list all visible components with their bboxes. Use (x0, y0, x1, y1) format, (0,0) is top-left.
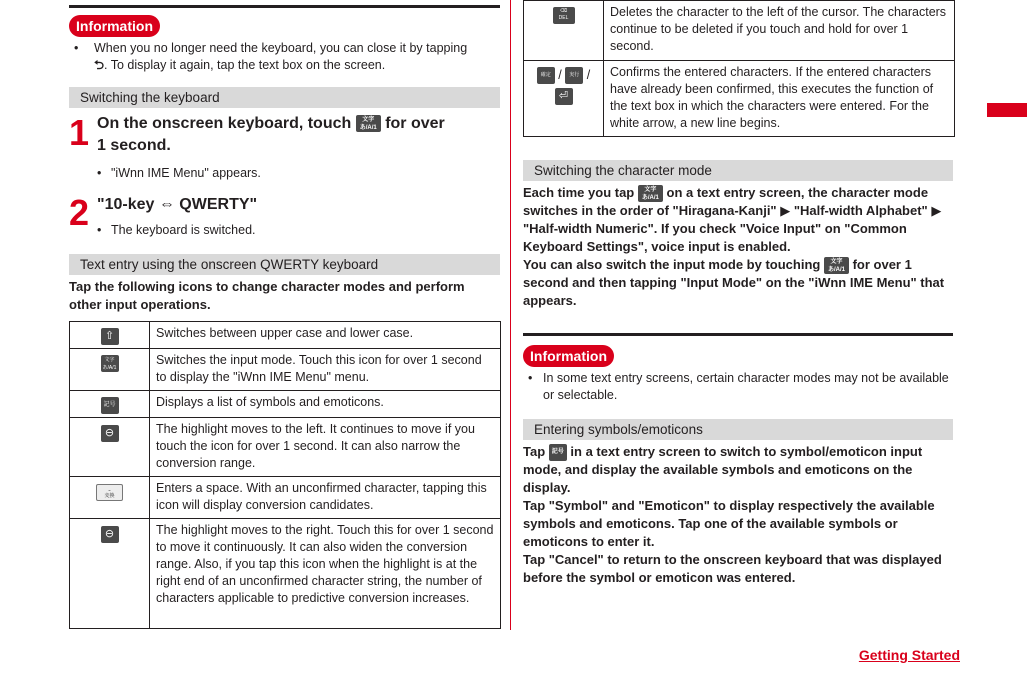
info-bullet-right: • In some text entry screens, certain character modes may not be available or selectable. (528, 371, 949, 402)
info-bullet-left: • When you no longer need the keyboard, you can close it by tapping ⮌. To display it again, tap the text box on the screen. (74, 41, 468, 72)
step-1-bullet: • "iWnn IME Menu" appears. (97, 166, 261, 180)
symbols-icon: 記号 (101, 397, 119, 414)
icon-table-right (523, 0, 955, 137)
right-arrow-icon: ⊖ (101, 526, 119, 543)
qwerty-intro: Tap the following icons to change character modes and perform other input operations. (69, 279, 465, 312)
input-mode-icon: 文字 あ/A/1 (638, 185, 663, 202)
left-arrow-icon: ⊖ (101, 425, 119, 442)
execute-icon: 実行 (565, 67, 583, 84)
section-bar-char-mode: Switching the character mode (523, 160, 953, 181)
table-row: ⎵ 変換 Enters a space. With an unconfirmed character, tapping this icon will display conversion candidates. (70, 477, 501, 519)
table-row: 確定 / 実行 / ⏎ Confirms the entered characters. If the entered characters have already been confirmed, this executes the function of the text box in which the characters were entered. For the white arrow, a new line begins. (524, 61, 955, 137)
section-bar-switch-keyboard: Switching the keyboard (69, 87, 500, 108)
table-row: ⌫ DEL Deletes the character to the left of the cursor. The characters continue to be deleted if you touch and hold for over 1 second. (524, 1, 955, 61)
input-mode-icon: 文字 あ/A/1 (824, 257, 849, 274)
footer-chapter-link[interactable]: Getting Started (858, 647, 960, 663)
column-divider (510, 0, 511, 630)
space-icon: ⎵ 変換 (96, 484, 123, 501)
section-bar-symbols: Entering symbols/emoticons (523, 419, 953, 440)
symbols-para-1: Tap 記号 in a text entry screen to switch to symbol/emoticon input mode, and display the available symbols and emoticons on the display. (523, 444, 923, 496)
char-mode-para-2: You can also switch the input mode by touching 文字 あ/A/1 for over 1 second and then tapping "Input Mode" on the "iWnn IME Menu" that appears. (523, 257, 945, 309)
confirm-icon: 確定 (537, 67, 555, 84)
enter-icon: ⏎ (555, 88, 573, 105)
table-row: ⊖ The highlight moves to the left. It continues to move if you touch the icon for over 1 second. It can also narrow the conversion range. (70, 418, 501, 477)
step-1-text: On the onscreen keyboard, touch 文字 あ/A/1 for over 1 second. (97, 115, 445, 154)
table-row: 記号 Displays a list of symbols and emoticons. (70, 391, 501, 418)
top-rule-right (523, 333, 953, 336)
table-row: ⇧ Switches between upper case and lower case. (70, 322, 501, 349)
info-badge-right: Information (523, 345, 614, 367)
section-bar-qwerty: Text entry using the onscreen QWERTY keyboard (69, 254, 500, 275)
symbols-para-2: Tap "Symbol" and "Emoticon" to display respectively the available symbols and emoticons. Tap one of the available symbols or emoticons to enter it. (523, 498, 935, 549)
table-row: 文字 あ/A/1 Switches the input mode. Touch this icon for over 1 second to display the "iWnn IME Menu" menu. (70, 349, 501, 391)
step-2-bullet: • The keyboard is switched. (97, 223, 256, 237)
chapter-tab (987, 103, 1027, 117)
char-mode-para-1: Each time you tap 文字 あ/A/1 on a text entry screen, the character mode switches in the order of "Hiragana-Kanji" ▶ "Half-width Alphabet" ▶ "Half-width Numeric". If you check "Voice Input" on "Common Keyboard Settings", voice input is enabled. (523, 185, 942, 255)
delete-icon: ⌫ DEL (553, 7, 575, 24)
symbols-icon: 記号 (549, 444, 567, 461)
back-icon: ⮌ (94, 58, 105, 72)
symbols-para-3: Tap "Cancel" to return to the onscreen keyboard that was displayed before the symbol or emoticon was entered. (523, 552, 942, 585)
input-mode-icon: 文字 あ/A/1 (356, 115, 381, 132)
top-rule-left (69, 5, 500, 8)
step-2-text: "10-key ⇔ QWERTY" (97, 196, 258, 213)
step-1-number: 1 (69, 112, 90, 153)
step-2-number: 2 (69, 192, 90, 233)
info-badge-left: Information (69, 15, 160, 37)
icon-table-left (69, 321, 501, 629)
input-mode-icon: 文字 あ/A/1 (101, 355, 119, 372)
table-row: ⊖ The highlight moves to the right. Touch this for over 1 second to move it continuously. It can also widen the conversion range. Also, if you tap this icon when the highlight is at the right end of an unconfirmed character string, the number of characters applicable to predictive conversion increases. (70, 519, 501, 629)
bullet-dot: • (74, 41, 79, 55)
shift-icon: ⇧ (101, 328, 119, 345)
